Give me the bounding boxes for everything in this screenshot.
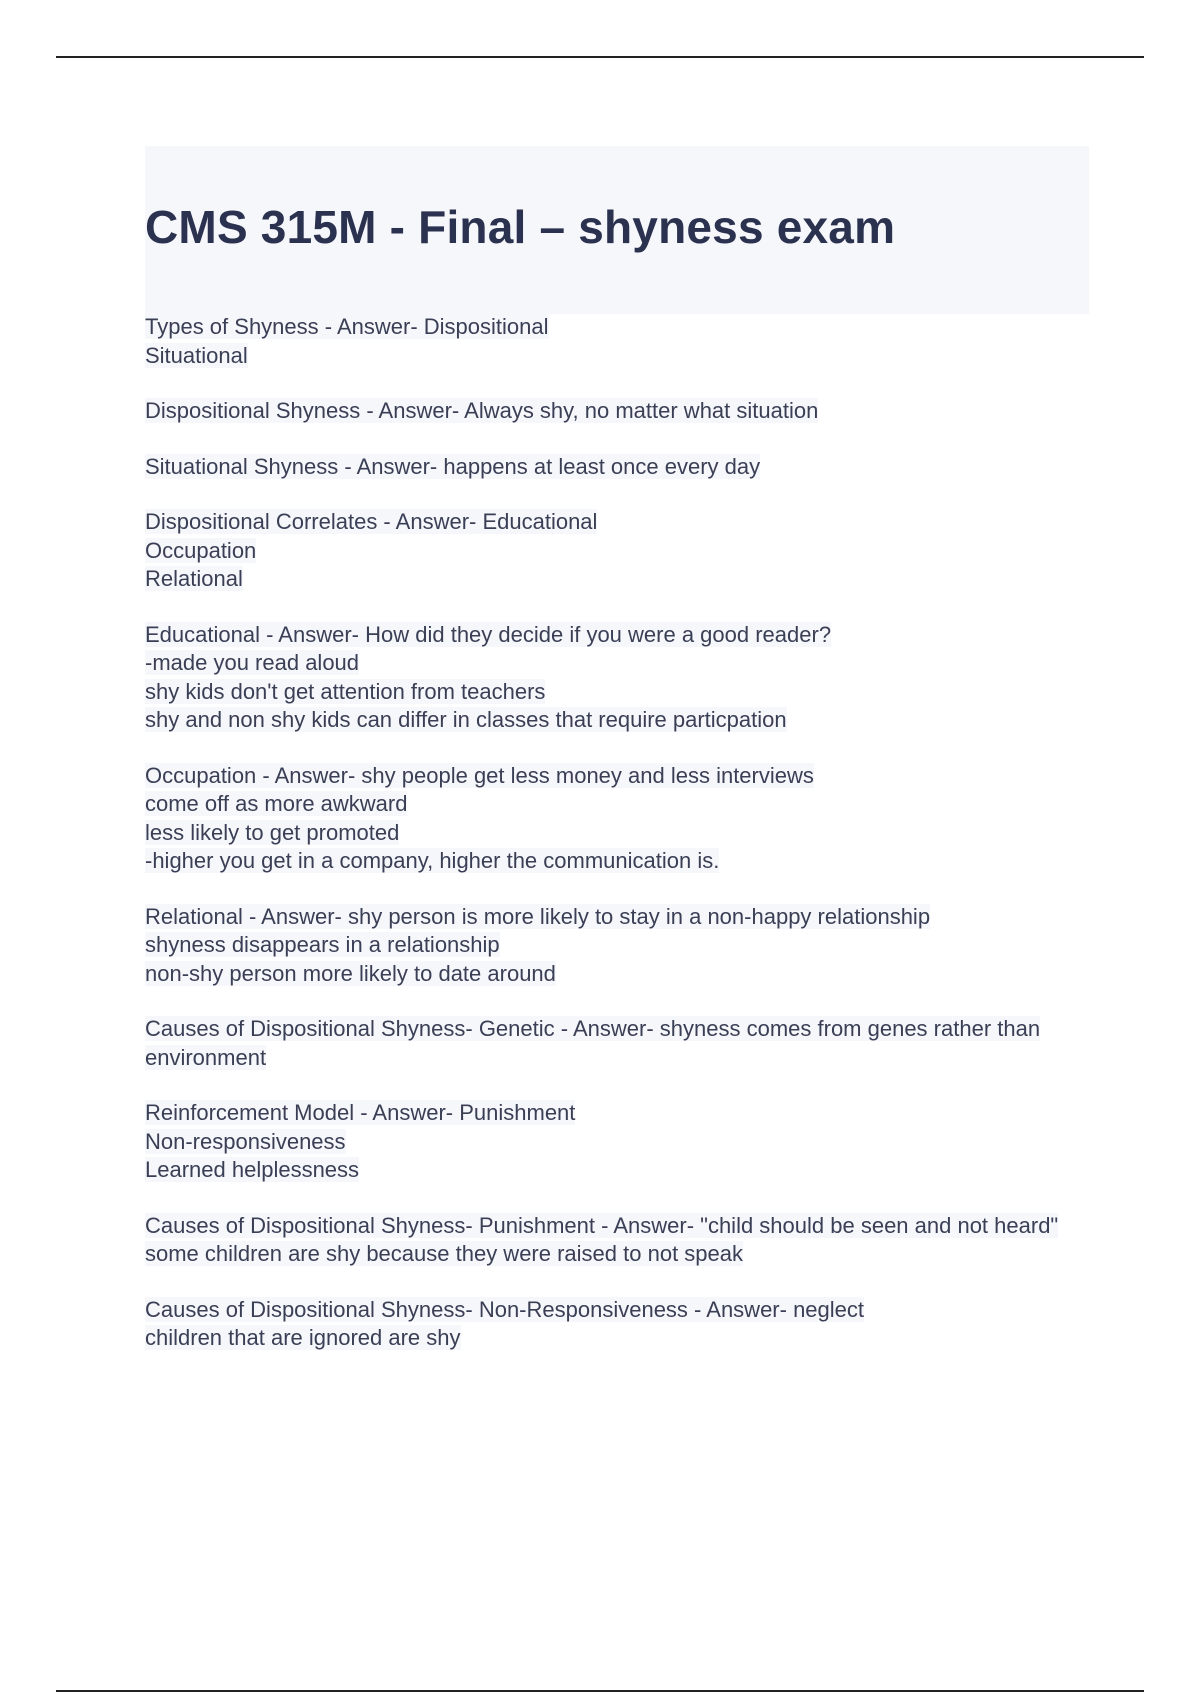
card-line: shy and non shy kids can differ in classes that require particpation [145,707,787,732]
flashcard [145,1296,1089,1353]
top-rule [56,56,1144,58]
flashcard [145,903,1089,989]
card-line: Situational [145,342,248,368]
flashcard [145,508,1089,594]
card-line: Causes of Dispositional Shyness- Non-Responsiveness - Answer- neglect [145,1296,865,1322]
card-line: Causes of Dispositional Shyness- Punishment - Answer- "child should be seen and not heard" [145,1212,1059,1238]
card-line: Dispositional Correlates - Answer- Educational [145,509,598,534]
card-line: Reinforcement Model - Answer- Punishment [145,1100,576,1125]
card-line: Types of Shyness - Answer- Dispositional [145,314,549,339]
card-line: Relational - Answer- shy person is more likely to stay in a non-happy relationship [145,903,931,929]
flashcard-list [145,313,1089,1380]
card-line: Educational - Answer- How did they decide if you were a good reader? [145,621,832,647]
card-line: Dispositional Shyness - Answer- Always shy, no matter what situation [145,398,819,423]
card-line: Non-responsiveness [145,1128,346,1154]
card-line: Occupation - Answer- shy people get less money and less interviews [145,762,814,788]
flashcard [145,762,1089,876]
flashcard [145,621,1089,735]
card-line: children that are ignored are shy [145,1325,461,1350]
card-line: non-shy person more likely to date around [145,960,556,986]
card-line: -made you read aloud [145,650,360,675]
flashcard [145,453,1089,482]
card-line: come off as more awkward [145,791,408,816]
flashcard [145,397,1089,426]
flashcard [145,1015,1089,1072]
bottom-rule [56,1690,1144,1692]
card-line: Occupation [145,537,257,563]
flashcard [145,1099,1089,1185]
flashcard [145,313,1089,370]
card-line: Relational [145,566,243,591]
card-line: Causes of Dispositional Shyness- Genetic - Answer- shyness comes from genes rather than environment [145,1016,1041,1070]
card-line: shyness disappears in a relationship [145,932,500,957]
card-line: Learned helplessness [145,1157,360,1182]
flashcard [145,1212,1089,1269]
card-line: less likely to get promoted [145,819,400,845]
card-line: -higher you get in a company, higher the communication is. [145,848,720,873]
card-line: some children are shy because they were raised to not speak [145,1241,743,1266]
page-title: CMS 315M - Final – shyness exam [145,201,896,253]
card-line: shy kids don't get attention from teachers [145,678,546,704]
card-line: Situational Shyness - Answer- happens at least once every day [145,453,761,479]
